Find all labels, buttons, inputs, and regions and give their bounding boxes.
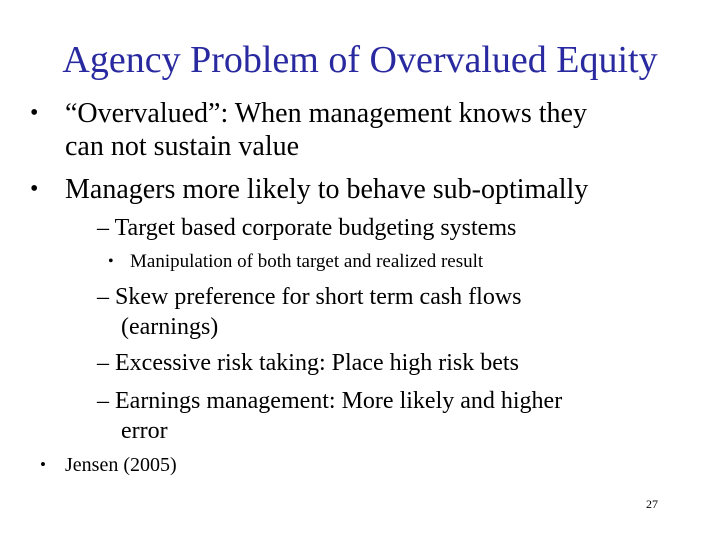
- bullet-reference: [40, 453, 177, 477]
- sub-item-earnings-management: [97, 386, 562, 446]
- bullet-line: “Overvalued”: When management knows they: [65, 98, 587, 129]
- bullet-overvalued: [30, 97, 587, 163]
- sub-item-risk-taking: [97, 348, 519, 378]
- sub-item-target-budgeting: [97, 213, 516, 243]
- sub-sub-item-manipulation: [108, 250, 483, 274]
- sub-item-line: (earnings): [121, 314, 219, 340]
- sub-item-line: – Skew preference for short term cash flows: [97, 284, 522, 310]
- page-number: 27: [646, 497, 658, 511]
- sub-sub-item-line: Manipulation of both target and realized result: [130, 251, 484, 272]
- sub-item-line: – Excessive risk taking: Place high risk bets: [97, 350, 519, 376]
- reference-text: Jensen (2005): [65, 454, 177, 476]
- sub-item-short-term: [97, 282, 522, 342]
- bullet-line: can not sustain value: [65, 131, 300, 162]
- bullet-marker: •: [40, 455, 46, 474]
- sub-item-line: error: [121, 418, 168, 444]
- bullet-line: Managers more likely to behave sub-optimally: [65, 174, 589, 205]
- bullet-marker: •: [30, 100, 39, 126]
- bullet-managers: [30, 173, 588, 206]
- sub-item-line: – Target based corporate budgeting systems: [97, 215, 517, 241]
- sub-item-line: – Earnings management: More likely and higher: [97, 388, 563, 414]
- slide-title: Agency Problem of Overvalued Equity: [62, 39, 658, 81]
- bullet-marker: •: [30, 176, 39, 202]
- bullet-marker: •: [108, 253, 114, 270]
